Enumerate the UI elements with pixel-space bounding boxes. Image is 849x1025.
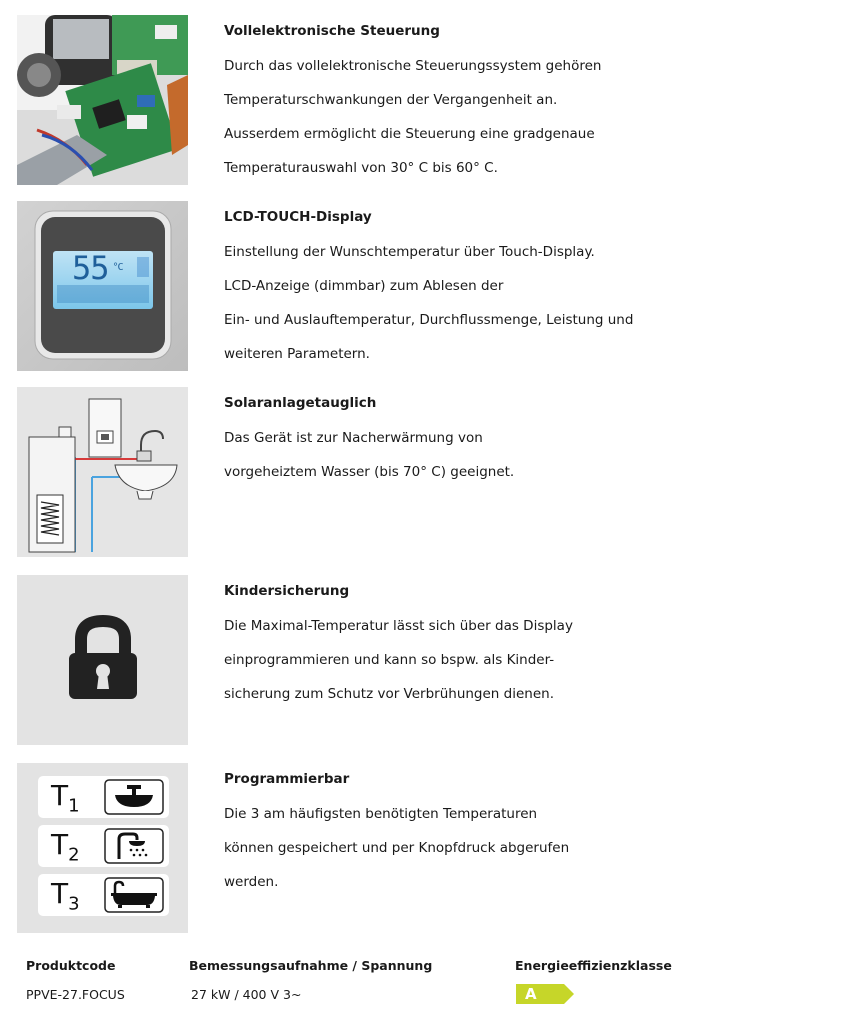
- preset-label: [51, 830, 80, 871]
- shower-icon: [109, 831, 159, 861]
- bathtub-icon: [109, 880, 159, 910]
- preset-number: 3: [68, 893, 80, 915]
- spec-table: [26, 958, 826, 1018]
- feature-text: [224, 22, 834, 185]
- spec-code-label: Produktcode: [26, 958, 116, 973]
- feature-line: Durch das vollelektronische Steuerungssystem gehören: [224, 58, 602, 74]
- feature-line: weiteren Parametern.: [224, 346, 370, 362]
- feature-text: [224, 208, 834, 371]
- preset-letter: T: [51, 828, 69, 861]
- feature-line: Die 3 am häufigsten benötigten Temperaturen: [224, 806, 538, 822]
- circuit-board-photo: [17, 15, 188, 185]
- padlock-icon: [17, 575, 188, 745]
- preset-letter: T: [51, 779, 69, 812]
- feature-line: Ausserdem ermöglicht die Steuerung eine gradgenaue: [224, 126, 595, 142]
- feature-line: vorgeheiztem Wasser (bis 70° C) geeignet.: [224, 464, 515, 480]
- feature-line: Temperaturschwankungen der Vergangenheit an.: [224, 92, 558, 108]
- preset-letter: T: [51, 877, 69, 910]
- display-readout: [72, 251, 123, 285]
- feature-line: einprogrammieren und kann so bspw. als Kinder-: [224, 652, 555, 668]
- feature-title: Solaranlagetauglich: [224, 395, 377, 411]
- feature-title: Programmierbar: [224, 771, 350, 787]
- feature-title: Vollelektronische Steuerung: [224, 23, 440, 39]
- display-temperature: 55: [72, 249, 109, 287]
- feature-line: werden.: [224, 874, 279, 890]
- feature-line: können gespeichert und per Knopfdruck abgerufen: [224, 840, 570, 856]
- spec-energy-label: Energieeffizienzklasse: [515, 958, 672, 973]
- preset-label: [51, 879, 80, 920]
- display-unit: °C: [112, 262, 123, 273]
- feature-line: Ein- und Auslauftemperatur, Durchflussmenge, Leistung und: [224, 312, 634, 328]
- feature-line: Das Gerät ist zur Nacherwärmung von: [224, 430, 483, 446]
- spec-power-value: 27 kW / 400 V 3~: [191, 987, 302, 1002]
- sink-icon: [109, 783, 159, 811]
- feature-title: Kindersicherung: [224, 583, 350, 599]
- preset-label: [51, 781, 80, 822]
- preset-number: 2: [68, 844, 80, 866]
- feature-title: LCD-TOUCH-Display: [224, 209, 372, 225]
- lcd-display: [17, 201, 188, 371]
- feature-text: [224, 770, 834, 899]
- feature-line: LCD-Anzeige (dimmbar) zum Ablesen der: [224, 278, 504, 294]
- feature-text: [224, 394, 834, 489]
- feature-text: [224, 582, 834, 711]
- solar-diagram: [17, 387, 188, 557]
- spec-power-label: Bemessungsaufnahme / Spannung: [189, 958, 433, 973]
- feature-line: Die Maximal-Temperatur lässt sich über das Display: [224, 618, 573, 634]
- energy-class-value: A: [525, 985, 537, 1003]
- presets-icon: [17, 763, 188, 933]
- feature-line: Einstellung der Wunschtemperatur über Touch-Display.: [224, 244, 595, 260]
- feature-line: sicherung zum Schutz vor Verbrühungen dienen.: [224, 686, 554, 702]
- spec-code-value: PPVE-27.FOCUS: [26, 987, 125, 1002]
- feature-line: Temperaturauswahl von 30° C bis 60° C.: [224, 160, 498, 176]
- preset-number: 1: [68, 795, 80, 817]
